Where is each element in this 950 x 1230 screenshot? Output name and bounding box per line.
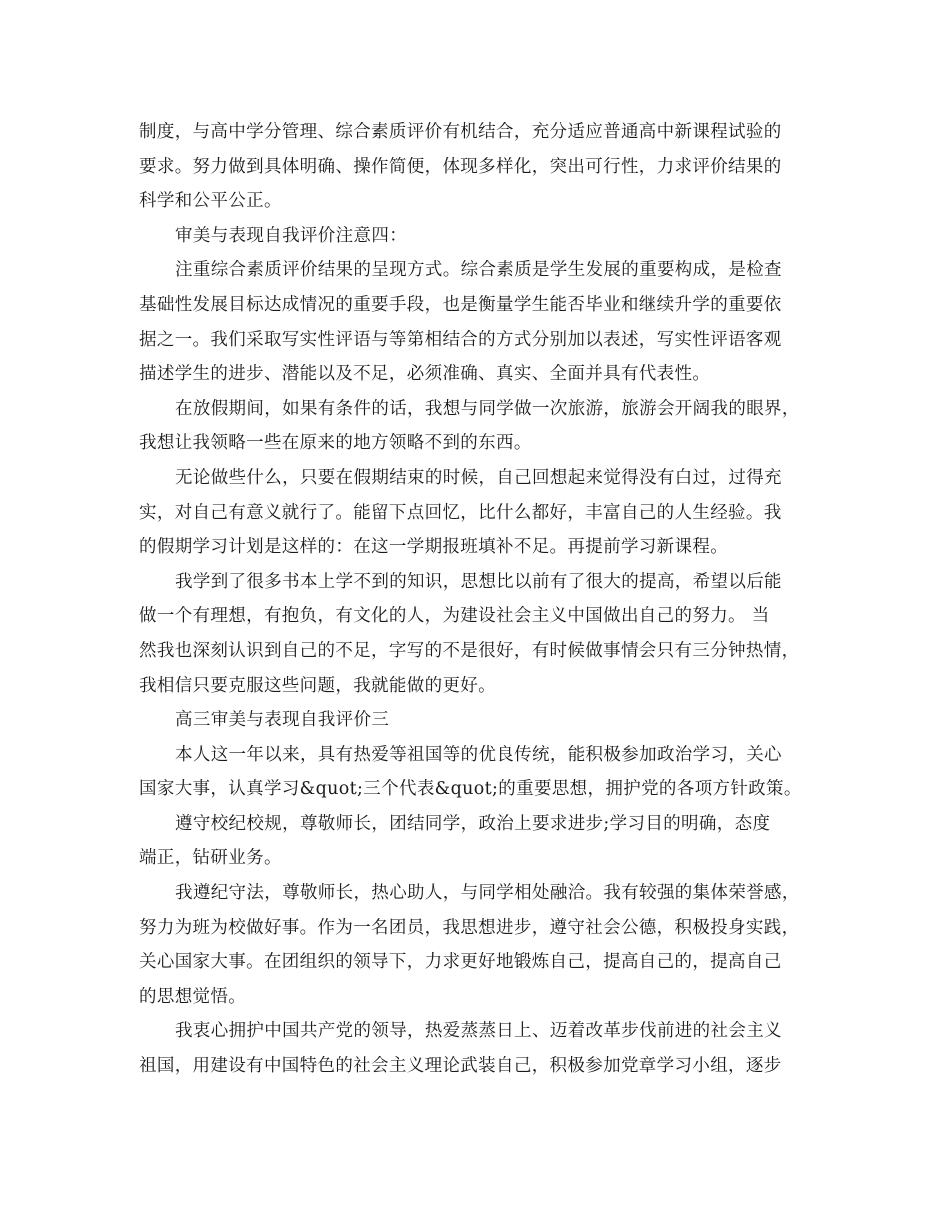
text-line: 审美与表现自我评价注意四： — [175, 225, 408, 246]
text-line: 端正，钻研业务。 — [139, 848, 282, 869]
text-line: 注重综合素质评价结果的呈现方式。综合素质是学生发展的重要构成，是检查 — [175, 260, 782, 281]
text-line: 描述学生的进步、潜能以及不足，必须准确、真实、全面并具有代表性。 — [139, 364, 711, 385]
text-line: 关心国家大事。在团组织的领导下，力求更好地锻炼自己，提高自己的，提高自己 — [139, 952, 782, 973]
text-line: 祖国，用建设有中国特色的社会主义理论武装自己，积极参加党章学习小组，逐步 — [139, 1056, 782, 1077]
text-line: 的假期学习计划是这样的：在这一学期报班填补不足。再提前学习新课程。 — [139, 537, 729, 558]
text-line: 国家大事，认真学习&quot;三个代表&quot;的重要思想，拥护党的各项方针政策。 — [139, 779, 802, 800]
document-body — [139, 115, 819, 1084]
text-line: 本人这一年以来，具有热爱等祖国等的优良传统，能积极参加政治学习，关心 — [175, 744, 782, 765]
text-line: 基础性发展目标达成情况的重要手段，也是衡量学生能否毕业和继续升学的重要依 — [139, 294, 782, 315]
text-line: 的思想觉悟。 — [139, 986, 247, 1007]
text-line: 要求。努力做到具体明确、操作简便，体现多样化，突出可行性，力求评价结果的 — [139, 156, 782, 177]
text-line: 遵守校纪校规，尊敬师长，团结同学，政治上要求进步;学习目的明确，态度 — [175, 813, 771, 834]
text-line: 科学和公平公正。 — [139, 191, 282, 212]
text-line: 我遵纪守法，尊敬师长，热心助人，与同学相处融洽。我有较强的集体荣誉感， — [175, 883, 800, 904]
text-line: 我相信只要克服这些问题，我就能做的更好。 — [139, 675, 496, 696]
text-line: 无论做些什么，只要在假期结束的时候，自己回想起来觉得没有白过，过得充 — [175, 467, 782, 488]
text-line: 制度，与高中学分管理、综合素质评价有机结合，充分适应普通高中新课程试验的 — [139, 122, 782, 142]
text-line: 我衷心拥护中国共产党的领导，热爱蒸蒸日上、迈着改革步伐前进的社会主义 — [175, 1021, 782, 1042]
text-line: 在放假期间，如果有条件的话，我想与同学做一次旅游，旅游会开阔我的眼界， — [175, 398, 800, 419]
text-line: 据之一。我们采取写实性评语与等第相结合的方式分别加以表述，写实性评语客观 — [139, 329, 782, 350]
text-line: 努力为班为校做好事。作为一名团员，我思想进步，遵守社会公德，积极投身实践， — [139, 917, 800, 938]
text-line: 我想让我领略一些在原来的地方领略不到的东西。 — [139, 433, 532, 454]
text-line: 我学到了很多书本上学不到的知识，思想比以前有了很大的提高，希望以后能 — [175, 571, 782, 592]
text-line: 做一个有理想，有抱负，有文化的人，为建设社会主义中国做出自己的努力。 当 — [139, 606, 770, 627]
text-line: 实，对自己有意义就行了。能留下点回忆，比什么都好，丰富自己的人生经验。我 — [139, 502, 782, 523]
text-line: 然我也深刻认识到自己的不足，字写的不是很好，有时候做事情会只有三分钟热情， — [139, 640, 800, 661]
text-line: 高三审美与表现自我评价三 — [175, 710, 390, 731]
